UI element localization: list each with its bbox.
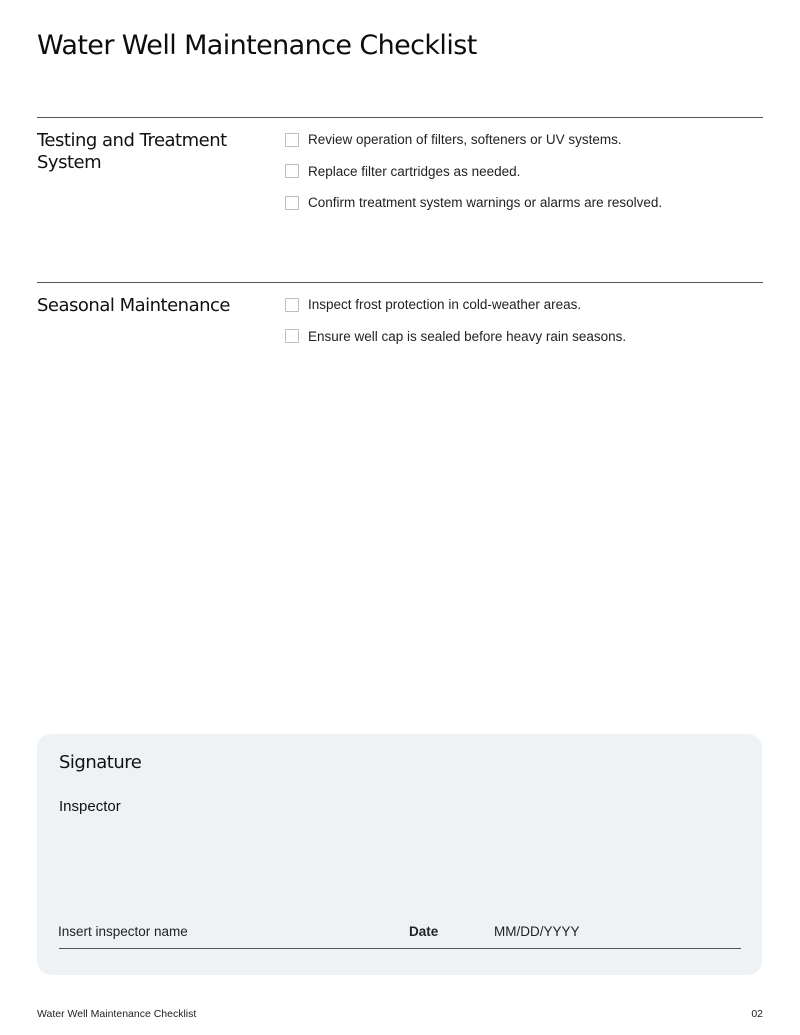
checklist-item[interactable] <box>285 321 763 353</box>
checklist <box>285 132 763 219</box>
checklist-item-label: Confirm treatment system warnings or alarms are resolved. <box>308 195 663 211</box>
checklist-item[interactable] <box>285 187 763 219</box>
section-title: Testing and Treatment System <box>37 130 227 173</box>
section-testing-treatment <box>37 117 763 211</box>
date-field[interactable]: MM/DD/YYYY <box>494 924 580 939</box>
section-seasonal-maintenance <box>37 282 763 344</box>
inspector-name-field[interactable]: Insert inspector name <box>58 924 188 939</box>
footer-doc-title: Water Well Maintenance Checklist <box>37 1008 197 1020</box>
page-number: 02 <box>751 1008 763 1020</box>
checklist-item[interactable] <box>285 289 763 321</box>
checklist-item-label: Replace filter cartridges as needed. <box>308 163 521 179</box>
signature-title: Signature <box>59 752 142 773</box>
signature-panel <box>37 734 762 975</box>
checklist-item[interactable] <box>285 124 763 156</box>
checkbox[interactable] <box>285 329 299 343</box>
checklist-item-label: Review operation of filters, softeners or UV systems. <box>308 132 622 148</box>
section-title: Seasonal Maintenance <box>37 295 231 316</box>
signature-role: Inspector <box>59 798 121 815</box>
signature-line <box>59 948 741 949</box>
checkbox[interactable] <box>285 133 299 147</box>
checklist-item-label: Ensure well cap is sealed before heavy rain seasons. <box>308 328 627 344</box>
checklist <box>285 297 763 352</box>
date-label: Date <box>409 924 439 939</box>
page-title: Water Well Maintenance Checklist <box>37 30 477 61</box>
checkbox[interactable] <box>285 164 299 178</box>
checkbox[interactable] <box>285 298 299 312</box>
checkbox[interactable] <box>285 196 299 210</box>
checklist-item-label: Inspect frost protection in cold-weather areas. <box>308 297 582 313</box>
checklist-item[interactable] <box>285 156 763 188</box>
